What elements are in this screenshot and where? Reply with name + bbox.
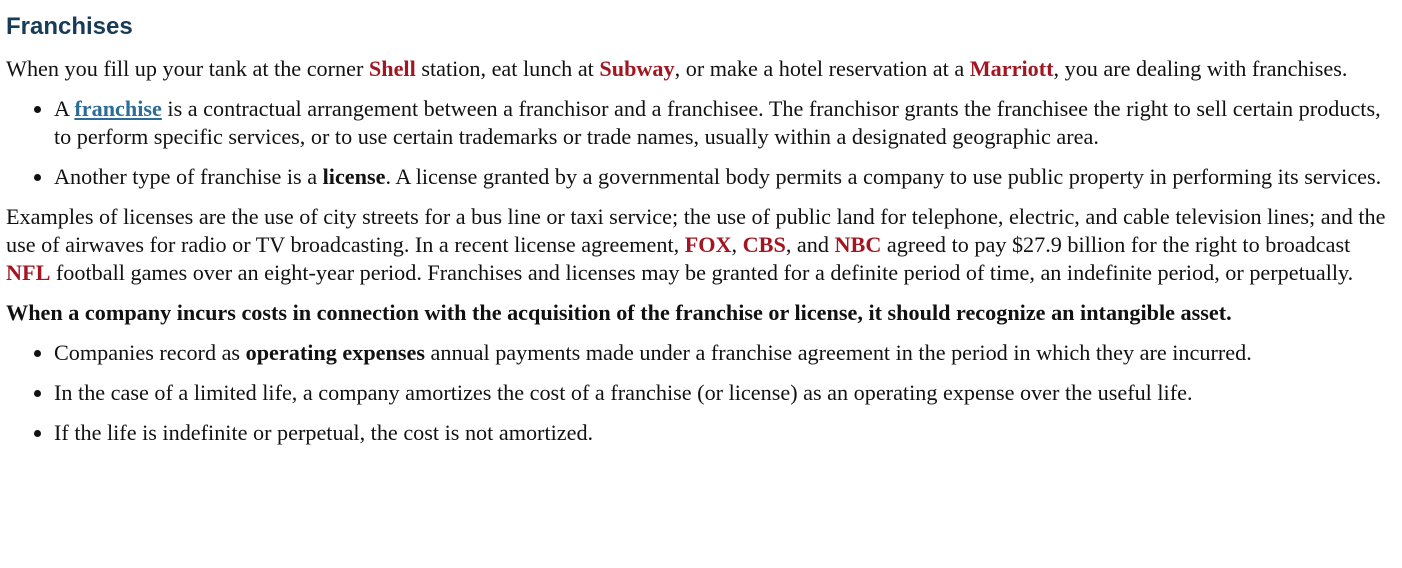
list-item: • In the case of a limited life, a company amortizes the cost of a franchise (or license) as an operating expense over the useful life. (54, 379, 1396, 407)
operating-expenses-term: operating expenses (245, 340, 425, 365)
key-statement: When a company incurs costs in connection with the acquisition of the franchise or license, it should recognize an intangible asset. (6, 300, 1232, 325)
brand-nbc: NBC (834, 232, 882, 257)
accounting-rules-list (6, 339, 1396, 447)
bullet-text-pre: A (54, 96, 75, 121)
bullet-text-post: annual payments made under a franchise agreement in the period in which they are incurred. (424, 340, 1252, 365)
bullet-text-pre: Companies record as (54, 340, 246, 365)
license-term: license (322, 164, 386, 189)
examples-text-2: agreed to pay $27.9 billion for the right to broadcast (881, 232, 1351, 257)
examples-paragraph (6, 203, 1396, 287)
bullet-text-post: is a contractual arrangement between a franchisor and a franchisee. The franchisor grants the franchisee the right to sell certain products, to perform specific services, or to use certain trademarks or trade names, usually within a designated geographic area. (54, 96, 1381, 149)
franchise-glossary-link[interactable]: franchise (74, 96, 162, 121)
examples-sep-1: , (731, 232, 743, 257)
bullet-text-pre: Another type of franchise is a (54, 164, 323, 189)
intro-text-2: station, eat lunch at (415, 56, 600, 81)
brand-nfl: NFL (6, 260, 51, 285)
brand-fox: FOX (684, 232, 732, 257)
franchise-definition-list (6, 95, 1396, 191)
examples-text-1: Examples of licenses are the use of city streets for a bus line or taxi service; the use of public land for telephone, electric, and cable television lines; and the use of airwaves for radio or TV broadcasting. In a recent license agreement, (6, 204, 1386, 257)
intro-text-1: When you fill up your tank at the corner (6, 56, 369, 81)
bullet-text-post: . A license granted by a governmental body permits a company to use public property in performing its services. (385, 164, 1382, 189)
list-item (54, 95, 1396, 151)
brand-shell: Shell (368, 56, 416, 81)
list-item: • If the life is indefinite or perpetual, the cost is not amortized. (54, 419, 1396, 447)
page-title: Franchises (6, 13, 133, 40)
brand-cbs: CBS (742, 232, 786, 257)
intro-paragraph (6, 55, 1396, 83)
intro-text-4: , you are dealing with franchises. (1053, 56, 1348, 81)
examples-text-3: football games over an eight-year period. Franchises and licenses may be granted for a definite period of time, an indefinite period, or perpetually. (50, 260, 1354, 285)
list-item (54, 163, 1396, 191)
examples-sep-2: , and (785, 232, 835, 257)
intro-text-3: , or make a hotel reservation at a (674, 56, 970, 81)
list-item (54, 339, 1396, 367)
brand-marriott: Marriott (969, 56, 1054, 81)
brand-subway: Subway (599, 56, 675, 81)
